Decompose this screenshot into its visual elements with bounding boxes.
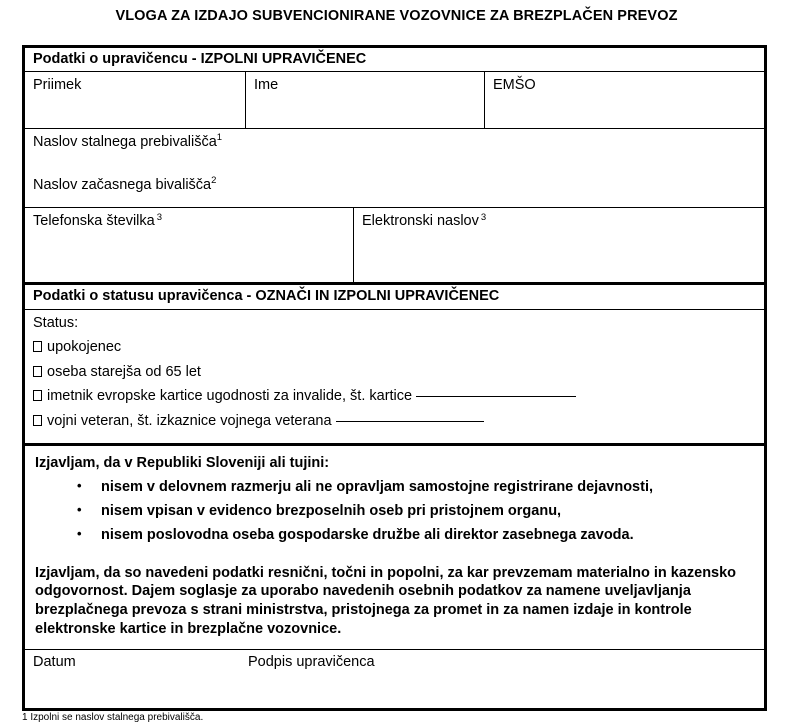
- application-form-table: [22, 45, 767, 711]
- field-permanent-address: [33, 132, 764, 151]
- footnote-1: 1 Izpolni se naslov stalnega prebivališča.: [22, 712, 204, 723]
- field-surname[interactable]: [25, 72, 245, 128]
- field-phone-label: Telefonska številka: [33, 213, 155, 230]
- status-option-label: upokojenec: [47, 339, 122, 356]
- declaration-text: [25, 446, 764, 649]
- checkbox-icon[interactable]: [33, 366, 42, 377]
- section-status: [25, 282, 764, 443]
- field-email-label: Elektronski naslov: [362, 213, 479, 230]
- field-surname-label: Priimek: [33, 77, 82, 94]
- list-item: • nisem vpisan v evidenco brezposelnih oseb pri pristojnem organu,: [35, 499, 750, 523]
- status-option-label: oseba starejša od 65 let: [47, 363, 201, 380]
- veteran-id-input-line[interactable]: [336, 421, 484, 422]
- footnote-marker-2: 2: [211, 175, 217, 187]
- checkbox-icon[interactable]: [33, 341, 42, 352]
- field-name-label: Ime: [254, 77, 279, 94]
- list-item: • nisem poslovodna oseba gospodarske družbe ali direktor zasebnega zavoda.: [35, 523, 750, 547]
- field-signature-label: Podpis upravičenca: [248, 653, 375, 670]
- row-addresses: [25, 128, 764, 207]
- list-item: • nisem v delovnem razmerju ali ne opravljam samostojne registrirane dejavnosti,: [35, 475, 750, 499]
- status-option-oseba-nad-65[interactable]: [33, 360, 764, 385]
- status-option-label: vojni veteran, št. izkaznice vojnega veterana: [47, 412, 332, 429]
- row-name-fields: [25, 71, 764, 128]
- field-date[interactable]: [25, 650, 240, 708]
- section-applicant-header: Podatki o upravičencu - IZPOLNI UPRAVIČENEC: [33, 51, 367, 67]
- row-signature: [25, 649, 764, 708]
- field-emso-label: EMŠO: [493, 77, 536, 94]
- declaration-intro: Izjavljam, da v Republiki Sloveniji ali tujini:: [35, 455, 330, 472]
- status-option-invalid-card[interactable]: [33, 384, 764, 409]
- permanent-address-writing-space[interactable]: [33, 151, 764, 178]
- field-temporary-address: [33, 175, 764, 194]
- checkbox-icon[interactable]: [33, 415, 42, 426]
- status-option-war-veteran[interactable]: [33, 409, 764, 434]
- page-title: VLOGA ZA IZDAJO SUBVENCIONIRANE VOZOVNICE ZA BREZPLAČEN PREVOZ: [115, 8, 678, 24]
- field-signature[interactable]: [240, 650, 375, 708]
- field-email[interactable]: [353, 208, 764, 282]
- section-applicant-data: [25, 48, 764, 282]
- status-options-group: [25, 309, 764, 444]
- declaration-bullet-list: [35, 475, 750, 547]
- status-option-label: imetnik evropske kartice ugodnosti za invalide, št. kartice: [47, 388, 413, 405]
- declaration-consent-paragraph: Izjavljam, da so navedeni podatki resnični, točni in popolni, za kar prevzemam materialno in kazensko odgovornost. Dajem soglasje za uporabo navedenih osebnih podatkov za namene uveljavljanja brezplačnega prevoza s strani ministrstva, pristojnega za promet in za namen izdaje in kontrole elektronske kartice in brezplačne vozovnice.: [35, 564, 737, 638]
- row-contact: [25, 207, 764, 282]
- field-phone[interactable]: [25, 208, 353, 282]
- footnote-marker-3-phone: 3: [156, 211, 162, 223]
- footnote-marker-1: 1: [216, 132, 223, 144]
- status-label: Status:: [33, 314, 79, 331]
- field-name[interactable]: [245, 72, 484, 128]
- checkbox-icon[interactable]: [33, 390, 42, 401]
- card-number-input-line[interactable]: [416, 396, 576, 397]
- footnote-marker-3-email: 3: [480, 211, 487, 223]
- section-declaration: [25, 443, 764, 708]
- field-addresses[interactable]: [25, 129, 764, 207]
- status-option-upokojenec[interactable]: [33, 335, 764, 360]
- field-temporary-address-label: Naslov začasnega bivališča: [33, 177, 212, 194]
- field-permanent-address-label: Naslov stalnega prebivališča: [33, 134, 217, 151]
- section-status-header: Podatki o statusu upravičenca - OZNAČI IN IZPOLNI UPRAVIČENEC: [33, 288, 500, 305]
- field-date-label: Datum: [33, 653, 76, 670]
- field-emso[interactable]: [484, 72, 764, 128]
